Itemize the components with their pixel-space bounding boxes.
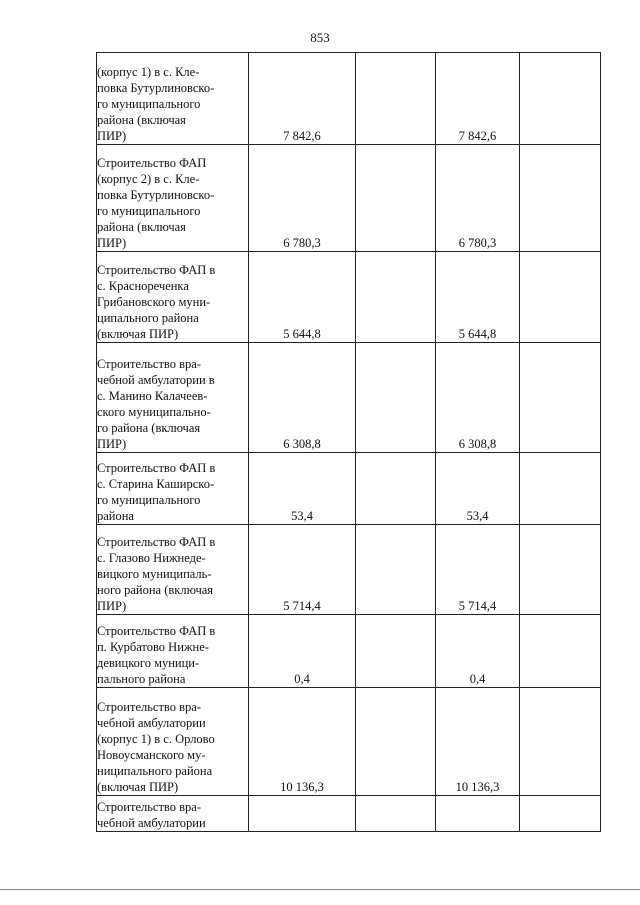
project-name-line: Строительство вра- bbox=[97, 357, 201, 371]
amount-total-cell: 6 780,3 bbox=[249, 145, 356, 252]
project-name-line: ПИР) bbox=[97, 129, 127, 143]
project-name-line: района bbox=[97, 509, 134, 523]
amount-cell-3 bbox=[356, 343, 436, 453]
table-row bbox=[97, 53, 601, 145]
project-name-line: (включая ПИР) bbox=[97, 327, 179, 341]
amount-total-cell: 6 308,8 bbox=[249, 343, 356, 453]
amount-cell-5 bbox=[520, 343, 601, 453]
amount-cell-4: 10 136,3 bbox=[436, 688, 520, 796]
amount-total-cell: 0,4 bbox=[249, 615, 356, 688]
project-name-line: Строительство ФАП в bbox=[97, 535, 216, 549]
project-name-line: Строительство ФАП в bbox=[97, 624, 216, 638]
table-row bbox=[97, 343, 601, 453]
project-name-line: Новоусманского му- bbox=[97, 748, 206, 762]
amount-cell-5 bbox=[520, 796, 601, 832]
amount-total-cell bbox=[249, 796, 356, 832]
amount-cell-3 bbox=[356, 145, 436, 252]
project-name-cell bbox=[97, 688, 249, 796]
project-name-line: с. Манино Калачеев- bbox=[97, 389, 208, 403]
project-name-cell bbox=[97, 145, 249, 252]
project-name-line: го муниципального bbox=[97, 204, 201, 218]
project-name-line: го муниципального bbox=[97, 493, 201, 507]
project-name-line: Строительство ФАП в bbox=[97, 461, 216, 475]
project-name-line: чебной амбулатории bbox=[97, 816, 206, 830]
table-row bbox=[97, 453, 601, 525]
project-name-line: чебной амбулатории в bbox=[97, 373, 215, 387]
project-name-line: района (включая bbox=[97, 113, 186, 127]
budget-table bbox=[96, 52, 601, 832]
table-row bbox=[97, 615, 601, 688]
amount-cell-3 bbox=[356, 688, 436, 796]
project-name-line: го района (включая bbox=[97, 421, 201, 435]
amount-cell-5 bbox=[520, 453, 601, 525]
amount-cell-4: 6 308,8 bbox=[436, 343, 520, 453]
project-name-cell bbox=[97, 525, 249, 615]
amount-cell-3 bbox=[356, 453, 436, 525]
project-name-line: ниципального района bbox=[97, 764, 213, 778]
project-name-cell bbox=[97, 615, 249, 688]
amount-total-cell: 7 842,6 bbox=[249, 53, 356, 145]
project-name-line: с. Краснореченка bbox=[97, 279, 189, 293]
project-name-line: (корпус 1) в с. Орлово bbox=[97, 732, 215, 746]
amount-total-cell: 5 714,4 bbox=[249, 525, 356, 615]
project-name-line: Строительство вра- bbox=[97, 700, 201, 714]
amount-cell-3 bbox=[356, 252, 436, 343]
project-name-line: Грибановского муни- bbox=[97, 295, 211, 309]
project-name-cell bbox=[97, 53, 249, 145]
amount-cell-4: 7 842,6 bbox=[436, 53, 520, 145]
amount-cell-3 bbox=[356, 615, 436, 688]
project-name-line: Строительство вра- bbox=[97, 800, 201, 814]
amount-cell-4: 6 780,3 bbox=[436, 145, 520, 252]
project-name-line: ПИР) bbox=[97, 236, 127, 250]
project-name-line: пального района bbox=[97, 672, 186, 686]
amount-total-cell: 5 644,8 bbox=[249, 252, 356, 343]
amount-cell-4: 53,4 bbox=[436, 453, 520, 525]
project-name-line: повка Бутурлиновско- bbox=[97, 188, 215, 202]
amount-cell-4: 5 644,8 bbox=[436, 252, 520, 343]
project-name-line: Строительство ФАП в bbox=[97, 263, 216, 277]
project-name-line: девицкого муници- bbox=[97, 656, 200, 670]
project-name-cell bbox=[97, 796, 249, 832]
project-name-line: ского муниципально- bbox=[97, 405, 211, 419]
project-name-cell bbox=[97, 453, 249, 525]
amount-cell-4: 0,4 bbox=[436, 615, 520, 688]
bottom-rule bbox=[0, 889, 640, 890]
project-name-line: с. Глазово Нижнеде- bbox=[97, 551, 206, 565]
amount-cell-3 bbox=[356, 525, 436, 615]
amount-cell-3 bbox=[356, 53, 436, 145]
amount-total-cell: 10 136,3 bbox=[249, 688, 356, 796]
amount-cell-5 bbox=[520, 145, 601, 252]
project-name-line: (включая ПИР) bbox=[97, 780, 179, 794]
page-number: 853 bbox=[310, 30, 330, 45]
project-name-line: вицкого муниципаль- bbox=[97, 567, 212, 581]
table-row bbox=[97, 796, 601, 832]
amount-cell-5 bbox=[520, 525, 601, 615]
project-name-line: (корпус 2) в с. Кле- bbox=[97, 172, 200, 186]
amount-cell-5 bbox=[520, 252, 601, 343]
project-name-line: ного района (включая bbox=[97, 583, 214, 597]
project-name-line: п. Курбатово Нижне- bbox=[97, 640, 209, 654]
project-name-line: го муниципального bbox=[97, 97, 201, 111]
project-name-line: повка Бутурлиновско- bbox=[97, 81, 215, 95]
amount-cell-5 bbox=[520, 615, 601, 688]
project-name-line: Строительство ФАП bbox=[97, 156, 207, 170]
amount-cell-5 bbox=[520, 53, 601, 145]
amount-total-cell: 53,4 bbox=[249, 453, 356, 525]
project-name-line: ПИР) bbox=[97, 437, 127, 451]
project-name-line: района (включая bbox=[97, 220, 186, 234]
table-row bbox=[97, 688, 601, 796]
amount-cell-3 bbox=[356, 796, 436, 832]
amount-cell-4: 5 714,4 bbox=[436, 525, 520, 615]
amount-cell-5 bbox=[520, 688, 601, 796]
table-row bbox=[97, 525, 601, 615]
project-name-line: чебной амбулатории bbox=[97, 716, 206, 730]
project-name-line: ципального района bbox=[97, 311, 199, 325]
project-name-line: ПИР) bbox=[97, 599, 127, 613]
project-name-line: (корпус 1) в с. Кле- bbox=[97, 65, 200, 79]
amount-cell-4 bbox=[436, 796, 520, 832]
table-row bbox=[97, 252, 601, 343]
table-row bbox=[97, 145, 601, 252]
project-name-cell bbox=[97, 343, 249, 453]
project-name-cell bbox=[97, 252, 249, 343]
project-name-line: с. Старина Каширско- bbox=[97, 477, 215, 491]
